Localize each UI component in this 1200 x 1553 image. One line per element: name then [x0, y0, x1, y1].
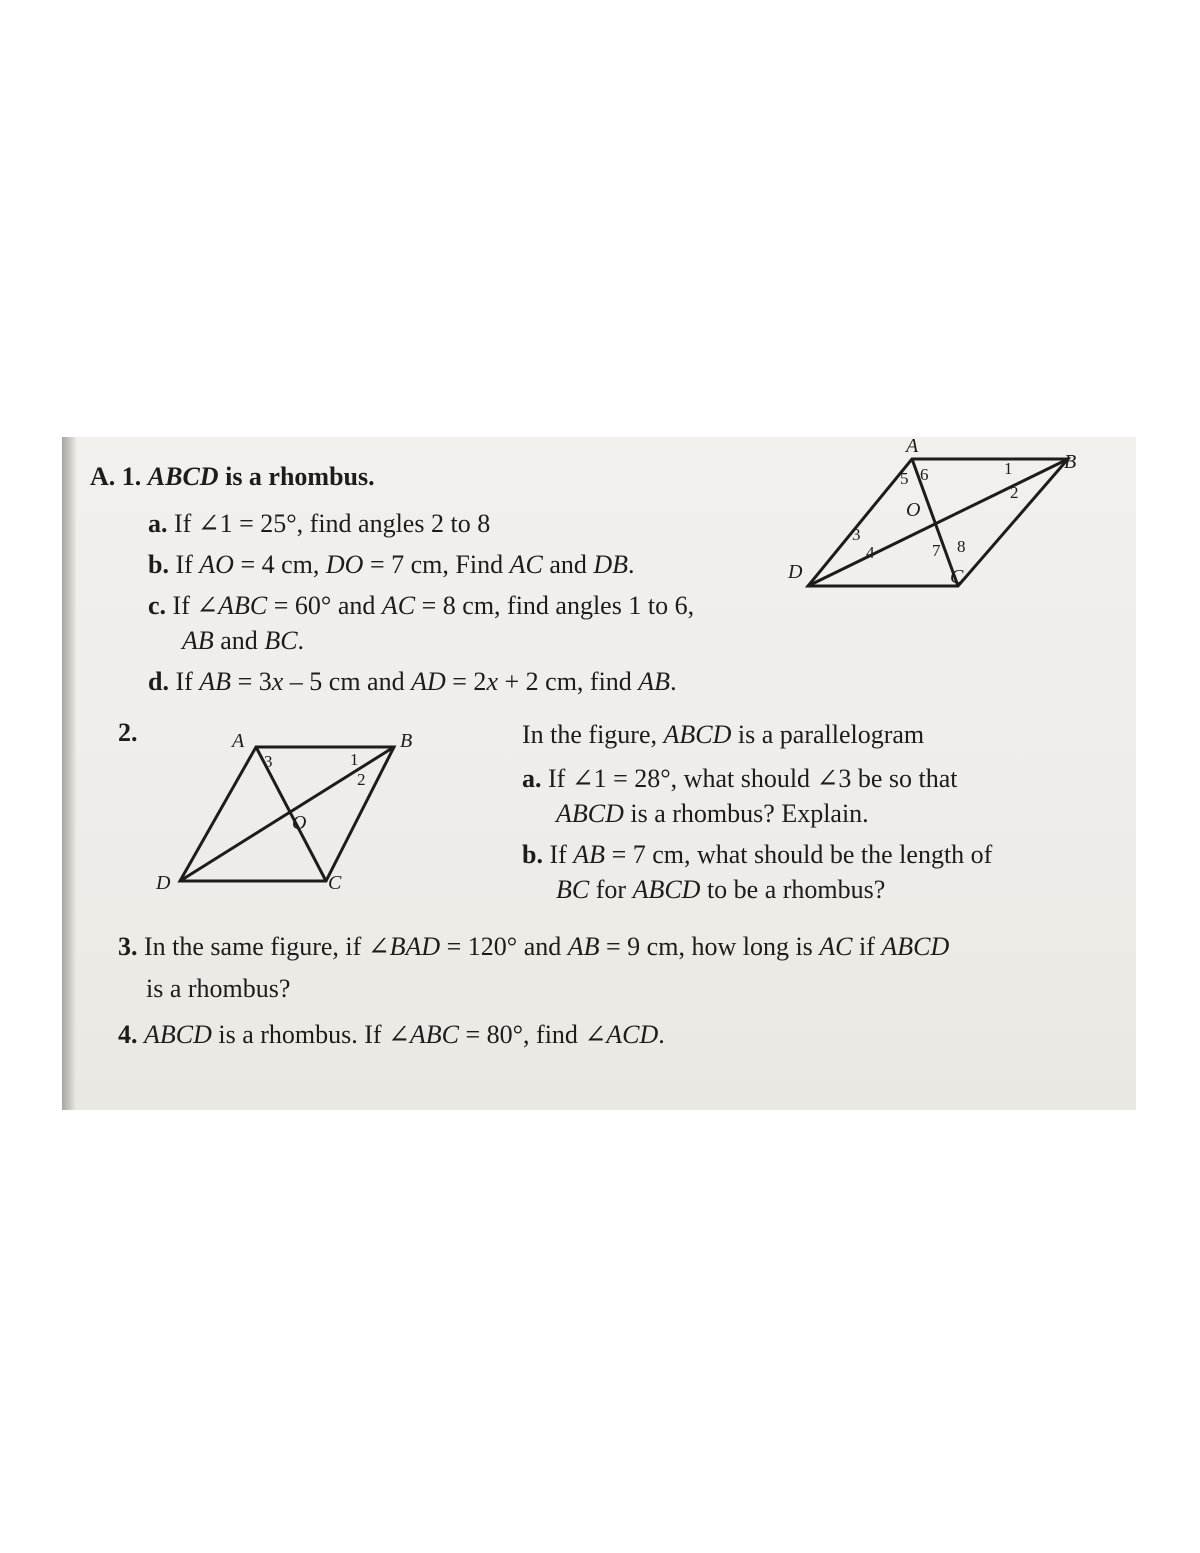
- fig2-center-o: O: [292, 812, 307, 834]
- q2b-label: b.: [522, 840, 543, 869]
- fig1-angle-6: 6: [920, 465, 929, 484]
- q3-v2: AB: [567, 932, 600, 961]
- q1d-t3: – 5 cm and: [283, 667, 412, 696]
- q4-t3: = 80°, find: [458, 1020, 585, 1049]
- q2a-l2-v1: ABCD: [556, 799, 624, 828]
- q2a-label: a.: [522, 764, 542, 793]
- q1d-label: d.: [148, 667, 169, 696]
- q1d-v3: AD: [411, 667, 446, 696]
- fig2-vertex-a: A: [232, 730, 245, 752]
- fig2-angle-2: 2: [357, 770, 366, 789]
- q4-v1: ABCD: [144, 1020, 212, 1049]
- q2b-t1: If: [542, 840, 574, 869]
- q4-v2: ∠ABC: [388, 1020, 459, 1049]
- q1d-v5: AB: [638, 667, 671, 696]
- section-label: A.: [90, 462, 116, 491]
- q2-intro-v1: ABCD: [663, 720, 732, 749]
- q1c-label: c.: [148, 591, 167, 620]
- fig1-vertex-a: A: [906, 435, 919, 457]
- fig1-vertex-c: C: [950, 566, 964, 588]
- fig1-vertex-b: B: [1064, 451, 1077, 473]
- q2-number: 2.: [118, 718, 138, 747]
- fig1-angle-8: 8: [957, 537, 966, 556]
- q2b-t2: = 7 cm, what should be the length of: [605, 840, 993, 869]
- q2-intro-t1: In the figure,: [522, 720, 664, 749]
- q1-stem-text: is a rhombus.: [218, 462, 375, 491]
- q2b-l2-v2: ABCD: [632, 875, 701, 904]
- q4-v3: ∠ACD: [584, 1020, 659, 1049]
- q2a: [522, 764, 957, 794]
- page-spine-shadow: [62, 437, 76, 1110]
- q1b-v1: AO: [199, 550, 234, 579]
- q1d-t2: = 3: [231, 667, 272, 696]
- q3-t3: = 9 cm, how long is: [599, 932, 820, 961]
- q2b-l2-t2: to be a rhombus?: [700, 875, 886, 904]
- q1-number: 1.: [121, 462, 142, 491]
- fig1-vertex-d: D: [788, 561, 803, 583]
- q2-intro-t2: is a parallelogram: [731, 720, 925, 749]
- fig1-angle-1: 1: [1004, 459, 1013, 478]
- fig1-angle-3: 3: [852, 525, 861, 544]
- q1c-l2-v2: BC: [264, 626, 298, 655]
- q1c: [148, 591, 694, 621]
- fig2-vertex-b: B: [400, 730, 413, 752]
- fig1-diagonal-db: [808, 459, 1068, 586]
- fig1-angle-2: 2: [1010, 483, 1019, 502]
- q3: [118, 932, 949, 962]
- q1d-v1: AB: [199, 667, 232, 696]
- q1b: [148, 550, 635, 580]
- q3-t1: In the same figure, if: [137, 932, 368, 961]
- q1c-l2-v1: AB: [182, 626, 214, 655]
- q1d-v4: x: [486, 667, 498, 696]
- q2a-t1: If ∠1 = 28°, what should ∠3 be so that: [541, 764, 958, 793]
- q1b-t4: and: [542, 550, 594, 579]
- q1c-t3: = 8 cm, find angles 1 to 6,: [415, 591, 695, 620]
- q1c-v2: AC: [381, 591, 416, 620]
- q4-t4: .: [658, 1020, 665, 1049]
- q2b-l2-t1: for: [589, 875, 633, 904]
- fig1-center-o: O: [906, 499, 921, 521]
- fig1-shape: [808, 459, 1068, 586]
- q3-t2: = 120° and: [440, 932, 568, 961]
- q1b-v2: DO: [325, 550, 364, 579]
- q1a-label: a.: [148, 509, 168, 538]
- q2b: [522, 840, 992, 870]
- q1c-l2-t1: and: [213, 626, 265, 655]
- fig2-angle-1: 1: [350, 750, 359, 769]
- q2b-v1: AB: [573, 840, 606, 869]
- q3-t4: if: [852, 932, 882, 961]
- q1d-t6: .: [670, 667, 677, 696]
- q1d-t4: = 2: [445, 667, 487, 696]
- q3-v3: AC: [819, 932, 853, 961]
- q1b-t5: .: [628, 550, 635, 579]
- q1b-v3: AC: [509, 550, 543, 579]
- q1c-l2-t2: .: [297, 626, 305, 655]
- q3-line2: is a rhombus?: [146, 974, 291, 1003]
- q2b-line2: [556, 875, 885, 905]
- fig1-angle-7: 7: [932, 541, 941, 560]
- q1b-t2: = 4 cm,: [233, 550, 326, 579]
- q1d-v2: x: [271, 667, 284, 696]
- q4-number: 4.: [118, 1020, 138, 1049]
- q2b-l2-v1: BC: [556, 875, 590, 904]
- q1c-v1: ∠ABC: [196, 591, 268, 620]
- fig1-angle-5: 5: [900, 469, 909, 488]
- q1a: [148, 509, 490, 539]
- q2-intro: [522, 720, 924, 750]
- q1b-t1: If: [168, 550, 200, 579]
- fig2-vertex-d: D: [156, 872, 171, 894]
- q1c-line2: [182, 626, 304, 656]
- q1b-v4: DB: [593, 550, 629, 579]
- q4-t2: is a rhombus. If: [211, 1020, 389, 1049]
- q1c-t2: = 60° and: [267, 591, 382, 620]
- figure-2-parallelogram: [150, 725, 430, 900]
- q2a-line2: [556, 799, 869, 829]
- q1b-label: b.: [148, 550, 169, 579]
- fig1-angle-4: 4: [866, 543, 875, 562]
- q3-number: 3.: [118, 932, 138, 961]
- q2a-l2-t1: is a rhombus? Explain.: [623, 799, 869, 828]
- q1c-t1: If: [166, 591, 197, 620]
- figure-1-rhombus: [780, 432, 1100, 592]
- q1b-t3: = 7 cm, Find: [363, 550, 510, 579]
- q1-line: [90, 462, 375, 492]
- q4: [118, 1020, 665, 1050]
- q1d-t1: If: [168, 667, 200, 696]
- fig2-shape: [180, 747, 394, 881]
- q3-v1: ∠BAD: [367, 932, 441, 961]
- fig2-diagonal-db: [180, 747, 394, 881]
- q1a-text: If ∠1 = 25°, find angles 2 to 8: [167, 509, 491, 538]
- fig2-vertex-c: C: [328, 872, 342, 894]
- q3-v4: ABCD: [881, 932, 950, 961]
- q1d-t5: + 2 cm, find: [497, 667, 639, 696]
- q1-stem-var: ABCD: [147, 462, 219, 491]
- q1d: [148, 667, 677, 697]
- fig2-angle-3: 3: [264, 752, 273, 771]
